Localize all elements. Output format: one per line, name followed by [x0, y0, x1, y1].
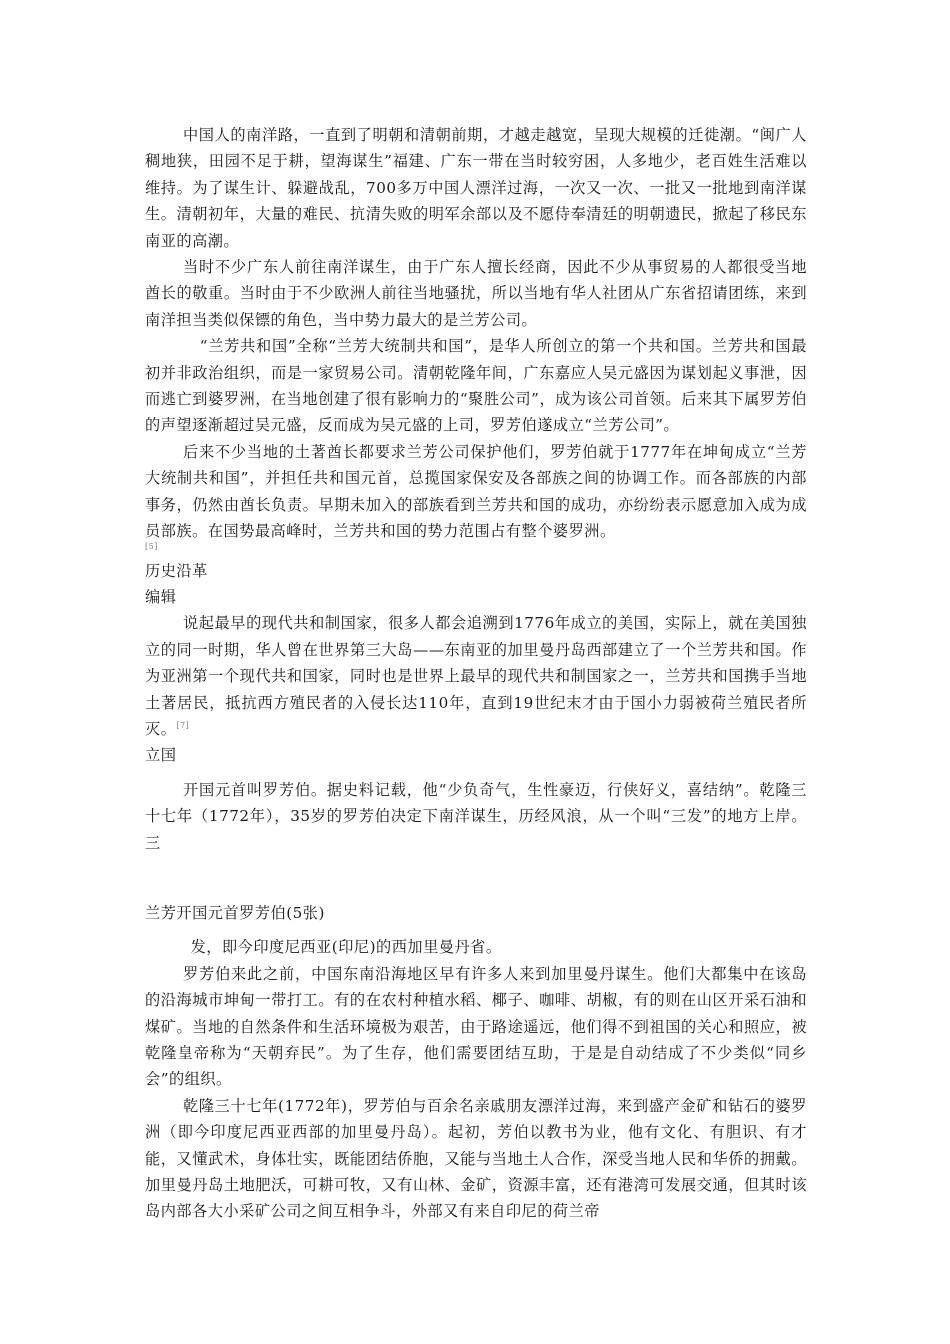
paragraph-republic: 说起最早的现代共和制国家，很多人都会追溯到1776年成立的美国，实际上，就在美国独立的同一时期，华人曾在世界第三大岛——东南亚的加里曼丹岛西部建立了一个兰芳共和国。作为亚洲第一个现代共和国家，同时也是世界上最早的现代共和制国家之一，兰芳共和国携手当地土著居民，抵抗西方殖民者的入侵长达110年，直到19世纪末才由于国小力弱被荷兰殖民者所灭。[7] — [145, 614, 807, 738]
paragraph-migration: 中国人的南洋路，一直到了明朝和清朝前期，才越走越宽，呈现大规模的迁徙潮。“闽广人稠地狭，田园不足于耕，望海谋生”福建、广东一带在当时较穷困，人多地少，老百姓生活难以维持。为了谋生计、躲避战乱，700多万中国人漂洋过海，一次又一次、一批又一批地到南洋谋生。清朝初年，大量的难民、抗清失败的明军余部以及不愿侍奉清廷的明朝遗民，掀起了移民东南亚的高潮。 — [145, 126, 807, 250]
gallery-caption[interactable]: 兰芳开国元首罗芳伯(5张) — [145, 903, 325, 922]
paragraph-guangdong: 当时不少广东人前往南洋谋生，由于广东人擅长经商，因此不少从事贸易的人都很受当地酋长的敬重。当时由于不少欧洲人前往当地骚扰，所以当地有华人社团从广东省招请团练，来到南洋担当类似保镖的角色，当中势力最大的是兰芳公司。 — [145, 258, 807, 329]
image-gallery-placeholder — [145, 856, 807, 900]
paragraph-sanfa: 发，即今印度尼西亚(印尼)的西加里曼丹省。 — [190, 938, 502, 957]
paragraph-luo-fangbo: 开国元首叫罗芳伯。据史料记载，他“少负奇气，生性豪迈，行侠好义，喜结纳”。乾隆三十七年（1772年），35岁的罗芳伯决定下南洋谋生，历经风浪，从一个叫“三发”的地方上岸。三 — [145, 780, 807, 852]
spacer — [145, 769, 807, 777]
section-heading-founding: 立国 — [145, 746, 177, 765]
paragraph-lanfang-founding-text: 后来不少当地的土著酋长都要求兰芳公司保护他们，罗芳伯就于1777年在坤甸成立“兰芳大统制共和国”，并担任共和国元首，总揽国家保安及各部族之间的协调工作。而各部族的内部事务，仍然由酋长负责。早期未加入的部族看到兰芳共和国的成功，亦纷纷表示愿意加入成为成员部族。在国势最高峰时，兰芳共和国的势力范围占有整个婆罗洲。 — [145, 442, 807, 541]
paragraph-republic-text: 说起最早的现代共和制国家，很多人都会追溯到1776年成立的美国，实际上，就在美国独立的同一时期，华人曾在世界第三大岛——东南亚的加里曼丹岛西部建立了一个兰芳共和国。作为亚洲第一个现代共和国家，同时也是世界上最早的现代共和制国家之一，兰芳共和国携手当地土著居民，抵抗西方殖民者的入侵长达110年，直到19世纪末才由于国小力弱被荷兰殖民者所灭。 — [145, 614, 807, 738]
paragraph-lanfang-founding: 后来不少当地的土著酋长都要求兰芳公司保护他们，罗芳伯就于1777年在坤甸成立“兰芳大统制共和国”，并担任共和国元首，总揽国家保安及各部族之间的协调工作。而各部族的内部事务，仍然由酋长负责。早期未加入的部族看到兰芳共和国的成功，亦纷纷表示愿意加入成为成员部族。在国势最高峰时，兰芳共和国的势力范围占有整个婆罗洲。 [5] — [145, 442, 807, 552]
edit-link[interactable]: 编辑 — [145, 587, 177, 606]
document-page — [145, 122, 807, 1225]
paragraph-voyage: 乾隆三十七年(1772年)，罗芳伯与百余名亲戚朋友漂洋过海，来到盛产金矿和钻石的婆罗洲（即今印度尼西亚西部的加里曼丹岛）。起初，芳伯以教书为业，他有文化、有胆识、有才能，又懂武术，身体壮实，既能团结侨胞，又能与当地土人合作，深受当地人民和华侨的拥戴。加里曼丹岛土地肥沃，可耕可牧，又有山林、金矿，资源丰富，还有港湾可发展交通，但其时该岛内部各大小采矿公司之间互相争斗，外部又有来自印尼的荷兰帝 — [145, 1096, 807, 1221]
paragraph-before-arrival: 罗芳伯来此之前，中国东南沿海地区早有许多人来到加里曼丹谋生。他们大都集中在该岛的沿海城市坤甸一带打工。有的在农村种植水稻、椰子、咖啡、胡椒，有的则在山区开采石油和煤矿。当地的自然条件和生活环境极为艰苦，由于路途遥远，他们得不到祖国的关心和照应，被乾隆皇帝称为“天朝弃民”。为了生存，他们需要团结互助，于是是自动结成了不少类似“同乡会”的组织。 — [145, 964, 807, 1089]
section-heading-history: 历史沿革 — [145, 561, 208, 580]
paragraph-lanfang-intro: “兰芳共和国”全称“兰芳大统制共和国”，是华人所创立的第一个共和国。兰芳共和国最初并非政治组织，而是一家贸易公司。清朝乾隆年间，广东嘉应人吴元盛因为谋划起义事泄，因而逃亡到婆罗洲，在当地创建了很有影响力的“聚胜公司”，成为该公司首领。后来其下属罗芳伯的声望逐渐超过吴元盛，反而成为吴元盛的上司，罗芳伯遂成立“兰芳公司”。 — [145, 337, 807, 435]
